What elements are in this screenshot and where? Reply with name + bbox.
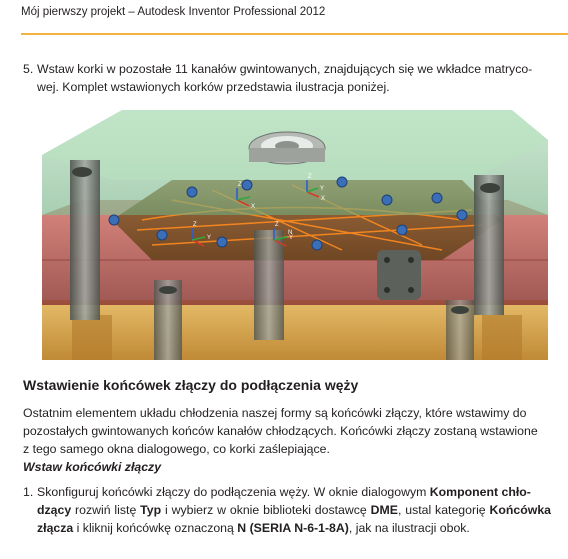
- vendor-name-bold: DME: [370, 503, 398, 517]
- axis-label: Y: [320, 186, 325, 192]
- body-line-3: z tego samego okna dialogowego, co korki zaślepiające.: [23, 442, 330, 456]
- category-name-bold: złącza: [37, 521, 74, 535]
- sprue-bushing: [249, 132, 325, 164]
- axis-label: Z: [193, 222, 197, 228]
- section-heading: Wstawienie końcówek złączy do podłączenia węży: [23, 377, 359, 393]
- category-name-bold: Końcówka: [489, 503, 552, 517]
- axis-label: Z: [308, 174, 312, 180]
- step-5-paragraph: [23, 60, 551, 96]
- axis-label: N: [288, 230, 293, 236]
- axis-label: Y: [289, 235, 294, 241]
- axis-label: Z: [275, 222, 279, 228]
- list-name-bold: Typ: [140, 503, 162, 517]
- axis-label: Z: [238, 182, 242, 188]
- step-1-text: , jak na ilustracji obok.: [348, 521, 470, 535]
- body-line-2: pozostałych gwintowanych końców kanałów chłodzących. Końcówki złączy zostaną wstawione: [23, 424, 538, 438]
- header-rule: [21, 33, 568, 35]
- step-5-line-2: wej. Komplet wstawionych korków przedstawia ilustracja poniżej.: [37, 80, 390, 94]
- dialog-name-bold: Komponent chło-: [429, 485, 531, 499]
- part-name-bold: N (SERIA N-6-1-8A): [237, 521, 349, 535]
- clamp-block: [377, 250, 421, 300]
- body-line-1: Ostatnim elementem układu chłodzenia naszej formy są końcówki złączy, które wstawimy do: [23, 406, 527, 420]
- step-1-continued: [23, 501, 551, 537]
- step-5-line-1: Wstaw korki w pozostałe 11 kanałów gwintowanych, znajdujących się we wkładce matryco-: [37, 62, 533, 76]
- step-1-text: rozwiń listę: [71, 503, 141, 517]
- dialog-name-bold: dzący: [37, 503, 72, 517]
- procedure-title: Wstaw końcówki złączy: [23, 460, 162, 474]
- running-header: Mój pierwszy projekt – Autodesk Inventor Professional 2012: [21, 6, 326, 18]
- step-1-text: i wybierz w oknie biblioteki dostawcę: [161, 503, 371, 517]
- axis-label: X: [251, 204, 256, 210]
- step-number: 1.: [23, 485, 34, 499]
- axis-label: Y: [207, 235, 212, 241]
- step-1-paragraph: [23, 483, 551, 537]
- step-1-text: i kliknij końcówkę oznaczoną: [73, 521, 238, 535]
- step-1-text: Skonfiguruj końcówki złączy do podłączenia węży. W oknie dialogowym: [37, 485, 430, 499]
- axis-label: X: [321, 196, 326, 202]
- step-number: 5.: [23, 62, 34, 76]
- step-1-text: , ustal kategorię: [397, 503, 490, 517]
- section-body: [23, 404, 551, 458]
- mold-assembly-illustration: [42, 100, 548, 360]
